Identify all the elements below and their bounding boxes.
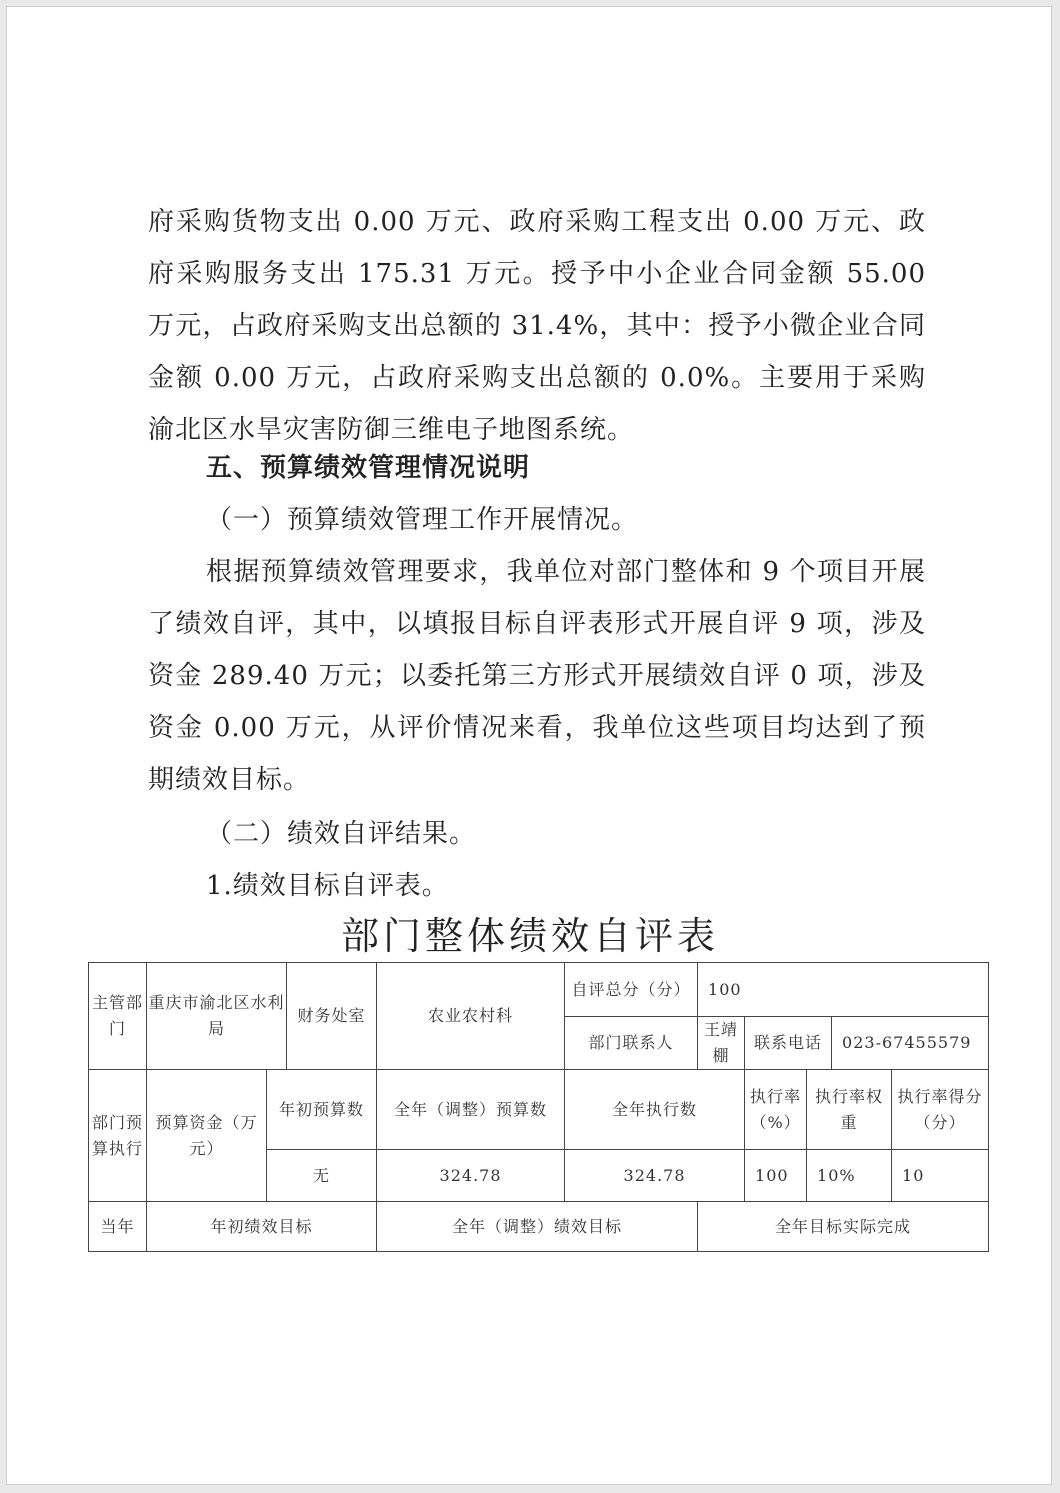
section-5-2-heading: （二）绩效自评结果。 (206, 819, 477, 849)
header-exec-rate: 执行率（%） (745, 1070, 807, 1150)
phone-label: 联系电话 (745, 1017, 832, 1070)
contact-label: 部门联系人 (565, 1017, 698, 1070)
exec-label: 部门预算执行 (89, 1070, 147, 1202)
paragraph-procurement: 府采购货物支出 0.00 万元、政府采购工程支出 0.00 万元、政府采购服务支出 175.31 万元。授予中小企业合同金额 55.00 万元，占政府采购支出总额的 31.4%，其中：授予小微企业合同金额 0.00 万元，占政府采购支出总额的 0.0%。主要用于采购渝北区水旱灾害防御三维电子地图系统。 (148, 207, 926, 445)
initial-goal-header: 年初绩效目标 (147, 1202, 377, 1252)
phone-value: 023-67455579 (832, 1017, 989, 1070)
finance-label: 财务处室 (287, 963, 377, 1070)
performance-evaluation-table (88, 962, 989, 1252)
table-row (89, 1202, 989, 1252)
value-exec-score: 10 (892, 1150, 989, 1202)
value-exec-weight: 10% (807, 1150, 892, 1202)
paragraph-self-evaluation: 根据预算绩效管理要求，我单位对部门整体和 9 个项目开展了绩效自评，其中，以填报目标自评表形式开展自评 9 项，涉及资金 289.40 万元；以委托第三方形式开展绩效自评 0 项，涉及资金 0.00 万元，从评价情况来看，我单位这些项目均达到了预期绩效目标。 (148, 557, 926, 795)
value-initial-budget: 无 (267, 1150, 377, 1202)
value-adjusted-budget: 324.78 (377, 1150, 565, 1202)
table-row (89, 963, 989, 1017)
adjusted-goal-header: 全年（调整）绩效目标 (377, 1202, 698, 1252)
finance-value: 农业农村科 (377, 963, 565, 1070)
score-label: 自评总分（分） (565, 963, 698, 1017)
header-initial-budget: 年初预算数 (267, 1070, 377, 1150)
contact-value: 王靖棚 (698, 1017, 745, 1070)
section-5-1-heading: （一）预算绩效管理工作开展情况。 (206, 505, 639, 535)
header-exec-weight: 执行率权重 (807, 1070, 892, 1150)
actual-completion-header: 全年目标实际完成 (698, 1202, 989, 1252)
year-label: 当年 (89, 1202, 147, 1252)
value-executed: 324.78 (565, 1150, 745, 1202)
item-1-heading: 1.绩效目标自评表。 (206, 871, 449, 901)
fund-label: 预算资金（万元） (147, 1070, 267, 1202)
section-5-heading: 五、预算绩效管理情况说明 (206, 453, 531, 483)
dept-value: 重庆市渝北区水利局 (147, 963, 287, 1070)
value-exec-rate: 100 (745, 1150, 807, 1202)
header-adjusted-budget: 全年（调整）预算数 (377, 1070, 565, 1150)
table-title: 部门整体绩效自评表 (340, 914, 719, 958)
header-executed: 全年执行数 (565, 1070, 745, 1150)
dept-label: 主管部门 (89, 963, 147, 1070)
score-value: 100 (698, 963, 989, 1017)
header-exec-score: 执行率得分（分） (892, 1070, 989, 1150)
table-row (89, 1070, 989, 1150)
